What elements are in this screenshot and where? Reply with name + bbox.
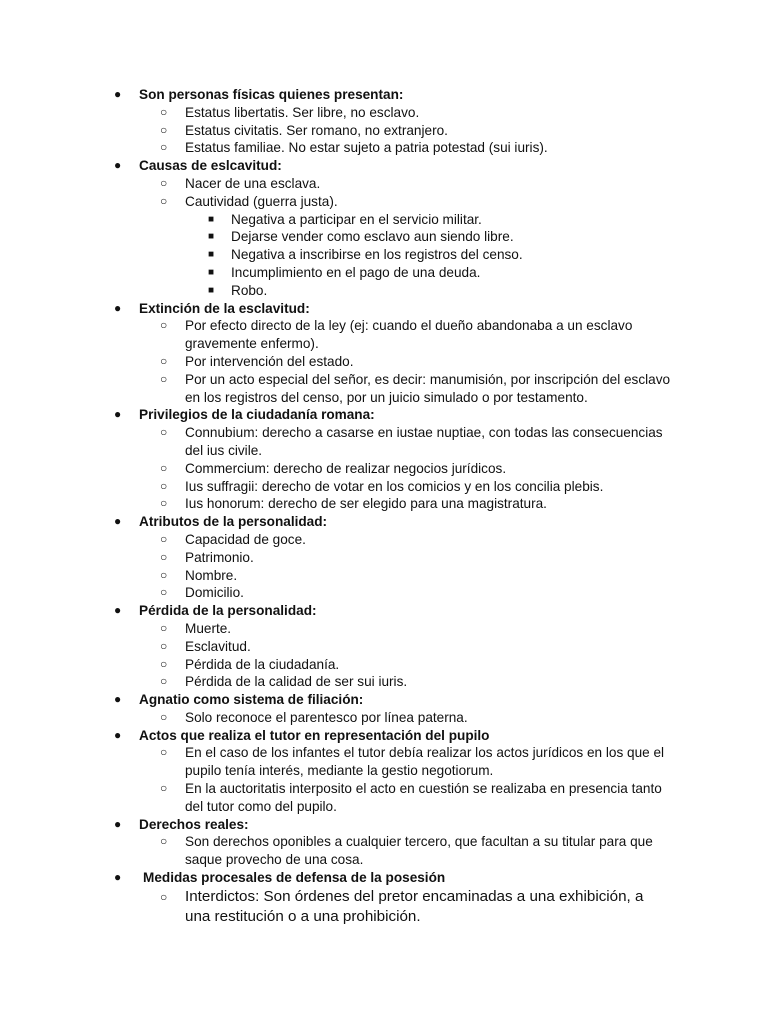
bullet-circle-icon: ○ [160, 531, 168, 546]
list-item: ○ En el caso de los infantes el tutor debía realizar los actos jurídicos en los que el pupilo tenía interés, mediante la gestio negotiorum. [160, 745, 665, 779]
section-heading: ● Causas de eslcavitud: [114, 158, 282, 174]
bullet-circle-icon: ○ [160, 175, 168, 190]
bullet-disc-icon: ● [114, 514, 122, 529]
list-item: ○ Son derechos oponibles a cualquier tercero, que facultan a su titular para que saque provecho de una cosa. [160, 834, 653, 868]
list-item: ○ Pérdida de la ciudadanía. [160, 656, 340, 672]
bullet-circle-icon: ○ [160, 745, 168, 760]
bullet-circle-icon: ○ [160, 353, 168, 368]
bullet-circle-icon: ○ [160, 567, 168, 582]
list-item: ○ Por un acto especial del señor, es decir: manumisión, por inscripción del esclavo en los registros del censo, por un juicio simulado o por testamento. [160, 371, 671, 405]
bullet-circle-icon: ○ [160, 425, 168, 440]
bullet-circle-icon: ○ [160, 781, 168, 796]
bullet-disc-icon: ● [114, 407, 122, 422]
bullet-disc-icon: ● [114, 603, 122, 618]
list-item: ○ Patrimonio. [160, 549, 254, 565]
bullet-circle-icon: ○ [160, 371, 168, 386]
bullet-circle-icon: ○ [160, 620, 168, 635]
bullet-disc-icon: ● [114, 158, 122, 173]
bullet-disc-icon: ● [114, 300, 122, 315]
bullet-circle-icon: ○ [160, 638, 168, 653]
bullet-circle-icon: ○ [160, 834, 168, 849]
bullet-square-icon: ■ [208, 231, 215, 243]
section-heading: ● Pérdida de la personalidad: [114, 603, 317, 619]
sub-list-item: ■ Negativa a inscribirse en los registros del censo. [208, 247, 523, 263]
section-agnatio [0, 691, 768, 727]
bullet-disc-icon: ● [114, 87, 122, 101]
list-item: ○ Interdictos: Son órdenes del pretor encaminadas a una exhibición, a una restitución o a una prohibición. [160, 887, 644, 925]
bullet-circle-icon: ○ [160, 193, 168, 208]
list-item: ○ Ius honorum: derecho de ser elegido para una magistratura. [160, 496, 547, 512]
list-item: ○ Nombre. [160, 567, 238, 583]
sub-list-item: ■ Negativa a participar en el servicio militar. [208, 211, 482, 227]
section-heading: ● Actos que realiza el tutor en representación del pupilo [114, 727, 490, 743]
list-item: ○ Por efecto directo de la ley (ej: cuando el dueño abandonaba a un esclavo gravemente enfermo). [160, 318, 633, 352]
section-causas-esclavitud [0, 157, 768, 299]
list-item: ○ Por intervención del estado. [160, 353, 354, 369]
bullet-disc-icon: ● [114, 816, 122, 831]
section-medidas-procesales [0, 869, 768, 927]
bullet-disc-icon: ● [114, 870, 122, 885]
section-heading: ● Privilegios de la ciudadanía romana: [114, 407, 375, 423]
section-heading: ● Derechos reales: [114, 816, 249, 832]
section-perdida-personalidad [0, 602, 768, 691]
section-heading: ● Atributos de la personalidad: [114, 514, 328, 530]
list-item: ○ Nacer de una esclava. [160, 175, 321, 191]
bullet-square-icon: ■ [208, 213, 215, 225]
bullet-disc-icon: ● [114, 692, 122, 707]
list-item: ○ Pérdida de la calidad de ser sui iuris. [160, 674, 408, 690]
bullet-circle-icon: ○ [160, 318, 168, 333]
section-atributos-personalidad [0, 513, 768, 602]
bullet-circle-icon: ○ [160, 496, 168, 511]
list-item: ○ Muerte. [160, 620, 232, 636]
list-item: ○ Ius suffragii: derecho de votar en los comicios y en los concilia plebis. [160, 478, 604, 494]
list-item: ○ Estatus civitatis. Ser romano, no extranjero. [160, 122, 448, 138]
list-item: ○ Commercium: derecho de realizar negocios jurídicos. [160, 460, 507, 476]
list-item: ○ Domicilio. [160, 585, 244, 601]
bullet-circle-icon: ○ [160, 104, 168, 119]
list-item: ○ En la auctoritatis interposito el acto en cuestión se realizaba en presencia tanto del tutor como del pupilo. [160, 781, 662, 814]
list-item: ○ Estatus familiae. No estar sujeto a patria potestad (sui iuris). [160, 140, 548, 156]
section-heading: ● Medidas procesales de defensa de la posesión [114, 870, 446, 886]
bullet-circle-icon: ○ [160, 674, 168, 689]
section-extincion-esclavitud [0, 300, 768, 407]
section-personas-fisicas [0, 86, 768, 157]
list-item: ○ Esclavitud. [160, 638, 251, 654]
section-heading: ● Son personas físicas quienes presentan: [114, 87, 404, 102]
bullet-circle-icon: ○ [160, 585, 168, 600]
sub-list-item: ■ Dejarse vender como esclavo aun siendo libre. [208, 229, 514, 245]
list-item: ○ Solo reconoce el parentesco por línea paterna. [160, 709, 468, 725]
bullet-circle-icon: ○ [160, 549, 168, 564]
list-item: ○ Cautividad (guerra justa). [160, 193, 338, 209]
sub-list-item: ■ Incumplimiento en el pago de una deuda. [208, 264, 481, 280]
bullet-circle-icon: ○ [160, 709, 168, 724]
sub-list-item: ■ Robo. [208, 282, 268, 298]
section-privilegios-ciudadania [0, 406, 768, 513]
section-actos-tutor [0, 727, 768, 816]
bullet-circle-icon: ○ [160, 478, 168, 493]
list-item: ○ Capacidad de goce. [160, 531, 306, 547]
bullet-circle-icon: ○ [160, 656, 168, 671]
section-heading: ● Agnatio como sistema de filiación: [114, 692, 364, 708]
bullet-disc-icon: ● [114, 727, 122, 742]
bullet-square-icon: ■ [208, 284, 215, 296]
list-item: ○ Connubium: derecho a casarse en iustae nuptiae, con todas las consecuencias del ius civile. [160, 425, 663, 458]
list-item: ○ Estatus libertatis. Ser libre, no esclavo. [160, 104, 420, 120]
bullet-circle-icon: ○ [160, 460, 168, 475]
document-page [0, 86, 768, 927]
section-heading: ● Extinción de la esclavitud: [114, 300, 310, 316]
section-derechos-reales [0, 816, 768, 869]
bullet-square-icon: ■ [208, 266, 215, 278]
bullet-circle-icon: ○ [160, 140, 168, 155]
bullet-circle-icon: ○ [160, 889, 168, 904]
bullet-circle-icon: ○ [160, 122, 168, 137]
bullet-square-icon: ■ [208, 249, 215, 261]
